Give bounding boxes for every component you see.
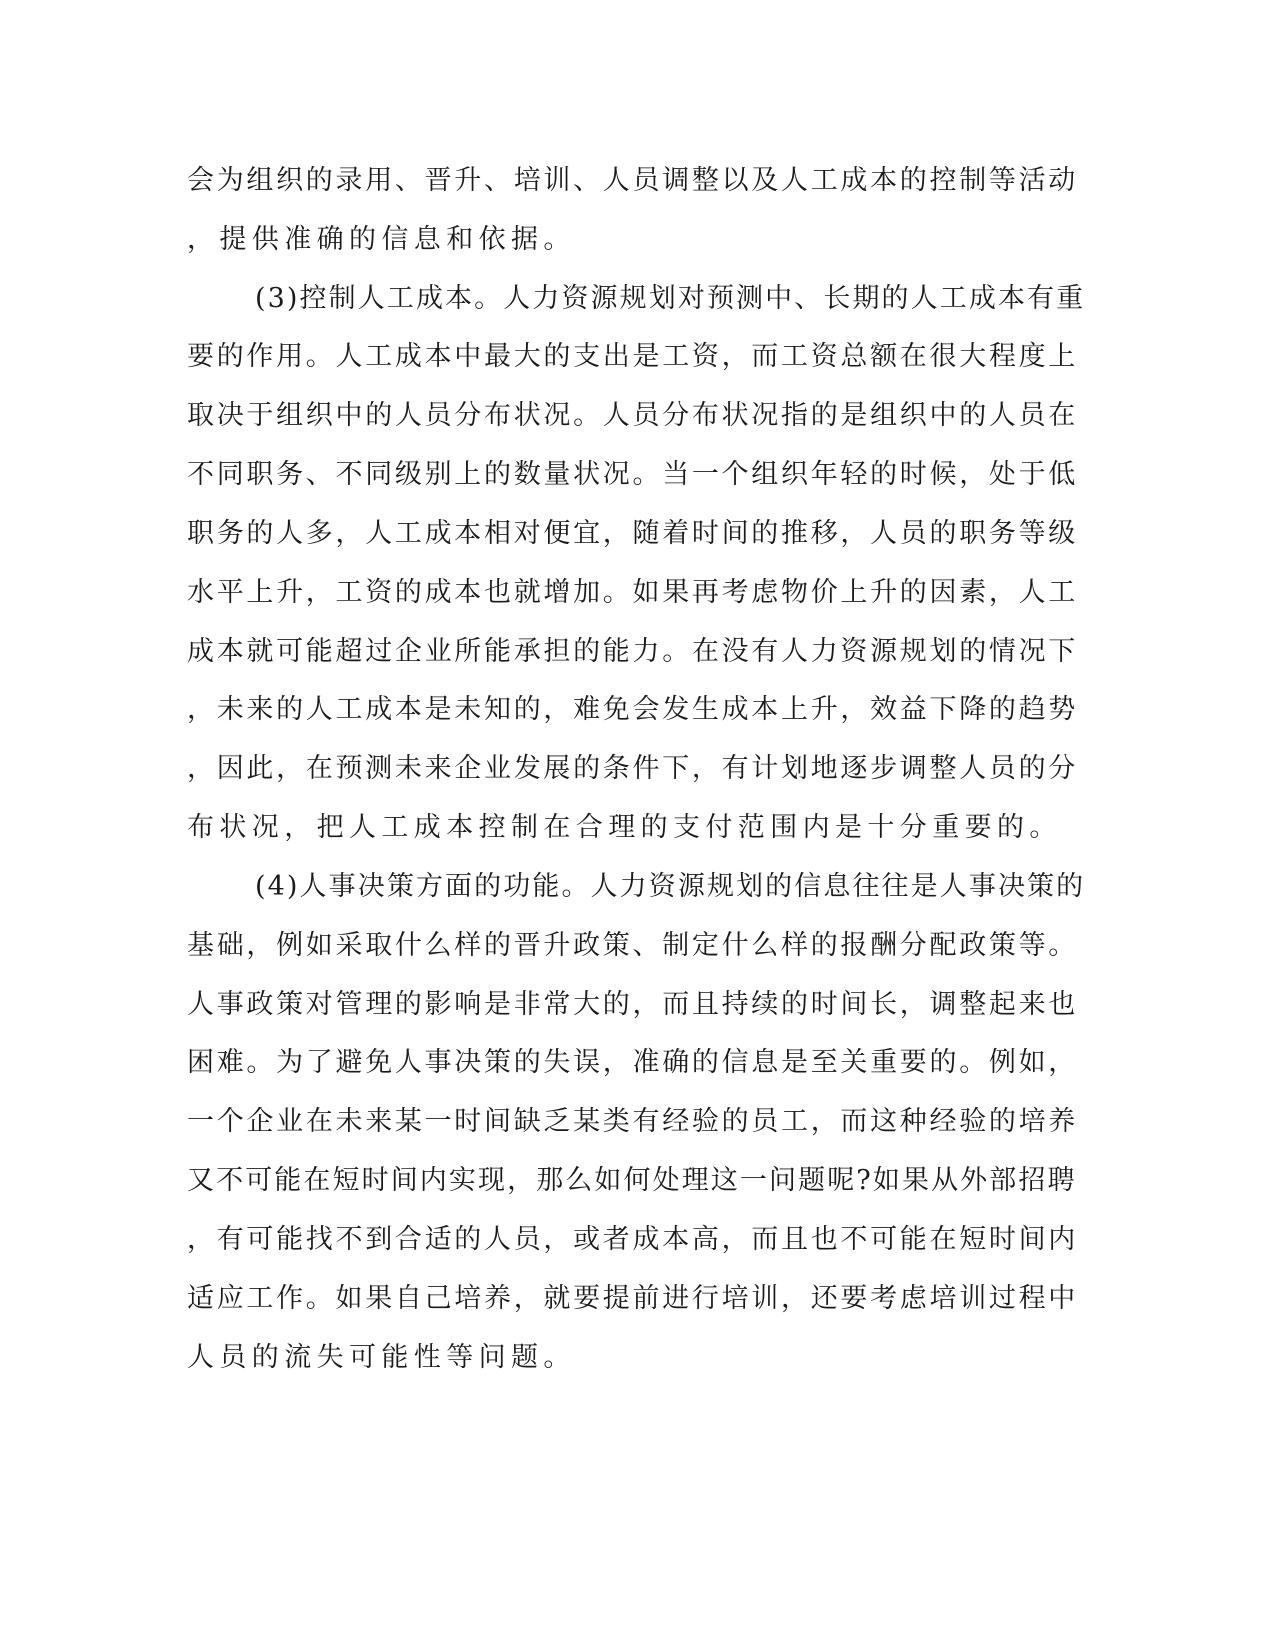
text-line: 职务的人多，人工成本相对便宜，随着时间的推移，人员的职务等级 [187,518,1078,549]
text-line: 适应工作。如果自己培养，就要提前进行培训，还要考虑培训过程中 [187,1283,1078,1314]
paragraph-start-3: (3)控制人工成本。人力资源规划对预测中、长期的人工成本有重 [255,283,1086,314]
text-line: 要的作用。人工成本中最大的支出是工资，而工资总额在很大程度上 [187,341,1078,372]
text-line: 水平上升，工资的成本也就增加。如果再考虑物价上升的因素，人工 [187,577,1078,608]
text-line: 基础，例如采取什么样的晋升政策、制定什么样的报酬分配政策等。 [187,930,1078,961]
text-line: 成本就可能超过企业所能承担的能力。在没有人力资源规划的情况下 [187,636,1078,667]
text-line: 取决于组织中的人员分布状况。人员分布状况指的是组织中的人员在 [187,400,1078,431]
text-line: 布状况，把人工成本控制在合理的支付范围内是十分重要的。 [187,812,1062,843]
text-line: 人事政策对管理的影响是非常大的，而且持续的时间长，调整起来也 [187,989,1078,1020]
paragraph-start-4: (4)人事决策方面的功能。人力资源规划的信息往往是人事决策的 [255,871,1086,902]
text-line: ，有可能找不到合适的人员，或者成本高，而且也不可能在短时间内 [187,1224,1078,1255]
text-line: ，提供准确的信息和依据。 [187,224,576,255]
text-line: 人员的流失可能性等问题。 [187,1342,576,1373]
text-line: ，因此，在预测未来企业发展的条件下，有计划地逐步调整人员的分 [187,753,1078,784]
text-line: 会为组织的录用、晋升、培训、人员调整以及人工成本的控制等活动 [187,165,1078,196]
text-line: 又不可能在短时间内实现，那么如何处理这一问题呢?如果从外部招聘 [187,1165,1077,1196]
text-line: 困难。为了避免人事决策的失误，准确的信息是至关重要的。例如， [187,1047,1078,1078]
text-line: 一个企业在未来某一时间缺乏某类有经验的员工，而这种经验的培养 [187,1106,1078,1137]
text-line: 不同职务、不同级别上的数量状况。当一个组织年轻的时候，处于低 [187,459,1078,490]
text-line: ，未来的人工成本是未知的，难免会发生成本上升，效益下降的趋势 [187,694,1078,725]
